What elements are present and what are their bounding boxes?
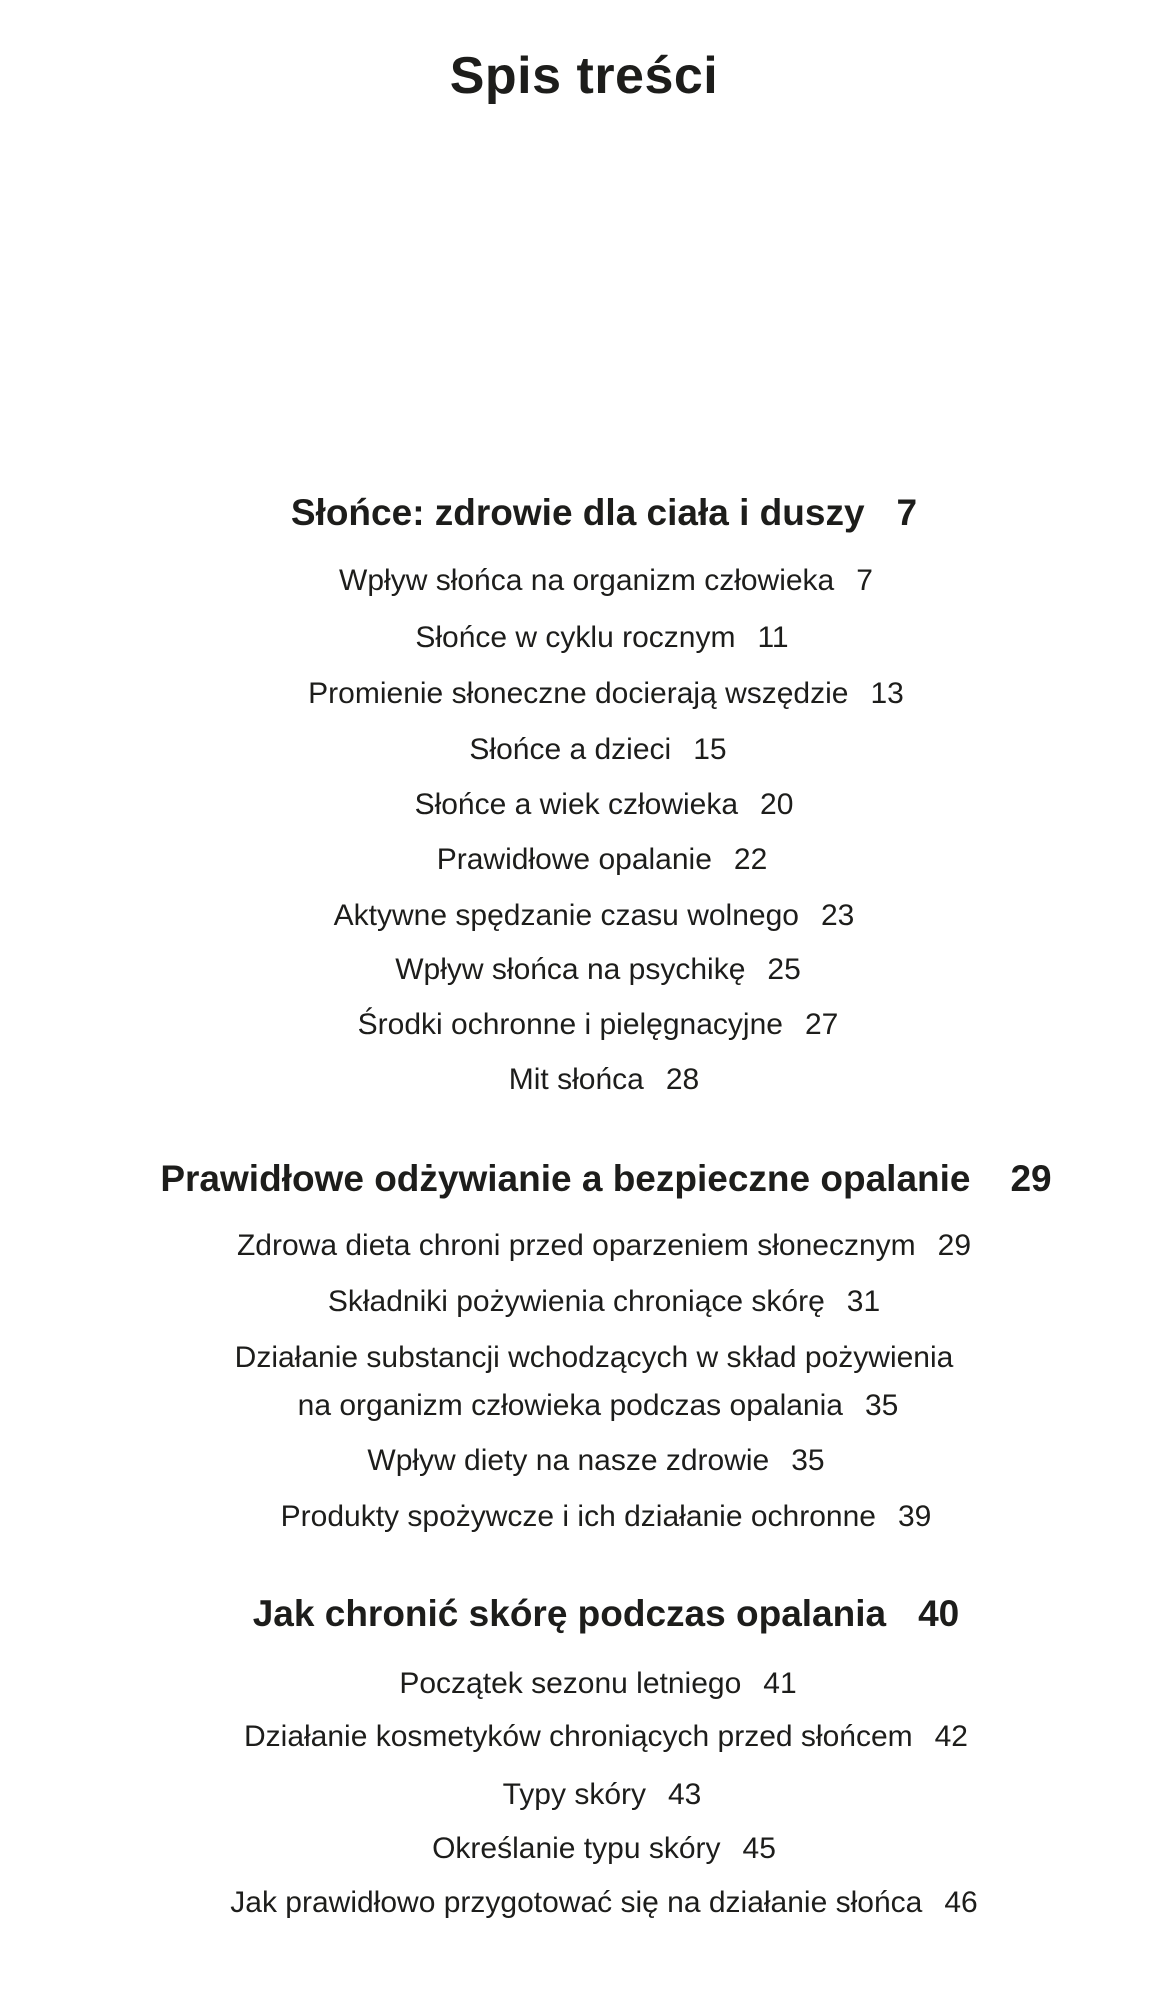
entry-text: Mit słońca (508, 1063, 644, 1096)
entry-page-number: 28 (665, 1063, 700, 1096)
entry-text: Typy skóry (502, 1778, 646, 1811)
entry-page-number: 45 (742, 1832, 776, 1865)
section-page-number: 40 (918, 1593, 960, 1634)
entry-text: Wpływ diety na nasze zdrowie (367, 1444, 770, 1477)
entry-page-number: 35 (864, 1389, 899, 1422)
entry-text: Zdrowa dieta chroni przed oparzeniem słonecznym (236, 1229, 916, 1262)
entry-page-number: 25 (767, 953, 801, 986)
entry-page-number: 15 (693, 733, 727, 766)
entry-text: Prawidłowe opalanie (436, 843, 712, 876)
toc-entry (10, 899, 1168, 933)
entry-page-number: 41 (763, 1667, 797, 1700)
entry-text-continued: na organizm człowieka podczas opalania (297, 1389, 843, 1422)
entry-text: Wpływ słońca na organizm człowieka (339, 564, 835, 597)
entry-text: Składniki pożywienia chroniące skórę (327, 1285, 825, 1318)
entry-page-number: 39 (897, 1500, 932, 1533)
section-heading (20, 492, 1168, 534)
toc-entry-line-1 (10, 1341, 1168, 1375)
toc-entry (20, 1886, 1168, 1920)
entry-page-number: 27 (804, 1008, 839, 1041)
entry-page-number: 43 (668, 1778, 702, 1811)
entry-page-number: 35 (791, 1444, 825, 1477)
entry-text: Początek sezonu letniego (399, 1667, 742, 1700)
entry-text: Jak prawidłowo przygotować się na działanie słońca (230, 1886, 923, 1919)
toc-entry (14, 953, 1168, 987)
entry-text: Działanie kosmetyków chroniących przed słońcem (244, 1720, 913, 1753)
page-title: Spis treści (449, 47, 719, 105)
toc-entry-line-2 (14, 1389, 1168, 1423)
toc-entry (18, 843, 1168, 877)
toc-entry (18, 621, 1168, 655)
entry-page-number: 46 (944, 1886, 978, 1919)
entry-text: Wpływ słońca na psychikę (395, 953, 746, 986)
entry-page-number: 42 (934, 1720, 968, 1753)
toc-entry (22, 1720, 1168, 1754)
toc-entry (20, 1063, 1168, 1097)
section-heading (22, 1158, 1168, 1200)
toc-entry (18, 1778, 1168, 1812)
section-page-number: 29 (1010, 1158, 1052, 1199)
entry-page-number: 20 (760, 788, 794, 821)
toc-entry (22, 677, 1168, 711)
entry-text: Słońce a wiek człowieka (414, 788, 739, 821)
entry-page-number: 22 (733, 843, 768, 876)
toc-entry (12, 1444, 1168, 1478)
toc-entry (14, 1667, 1168, 1701)
section-page-number: 7 (896, 492, 918, 533)
section-heading (22, 1593, 1168, 1635)
entry-page-number: 13 (870, 677, 904, 710)
entry-text: Określanie typu skóry (432, 1832, 721, 1865)
entry-text: Aktywne spędzanie czasu wolnego (333, 899, 799, 932)
toc-entry (22, 1500, 1168, 1534)
entry-text: Działanie substancji wchodzących w skład pożywienia (234, 1341, 954, 1374)
entry-text: Promienie słoneczne docierają wszędzie (308, 677, 849, 710)
entry-page-number: 31 (846, 1285, 881, 1318)
entry-text: Słońce a dzieci (469, 733, 672, 766)
section-title: Jak chronić skórę podczas opalania (252, 1593, 887, 1634)
toc-entry (20, 1229, 1168, 1263)
entry-text: Słońce w cyklu rocznym (415, 621, 736, 654)
toc-entry (20, 788, 1168, 822)
entry-page-number: 7 (856, 564, 873, 597)
entry-page-number: 29 (937, 1229, 972, 1262)
toc-entry (22, 564, 1168, 598)
toc-entry (20, 1285, 1168, 1319)
toc-entry (14, 733, 1168, 767)
toc-entry (20, 1832, 1168, 1866)
entry-page-number: 23 (820, 899, 855, 932)
entry-page-number: 11 (757, 621, 789, 654)
entry-text: Produkty spożywcze i ich działanie ochronne (280, 1500, 876, 1533)
section-title: Prawidłowe odżywianie a bezpieczne opalanie (160, 1158, 971, 1199)
section-title: Słońce: zdrowie dla ciała i duszy (290, 492, 865, 533)
toc-entry (14, 1008, 1168, 1042)
entry-text: Środki ochronne i pielęgnacyjne (357, 1008, 783, 1041)
